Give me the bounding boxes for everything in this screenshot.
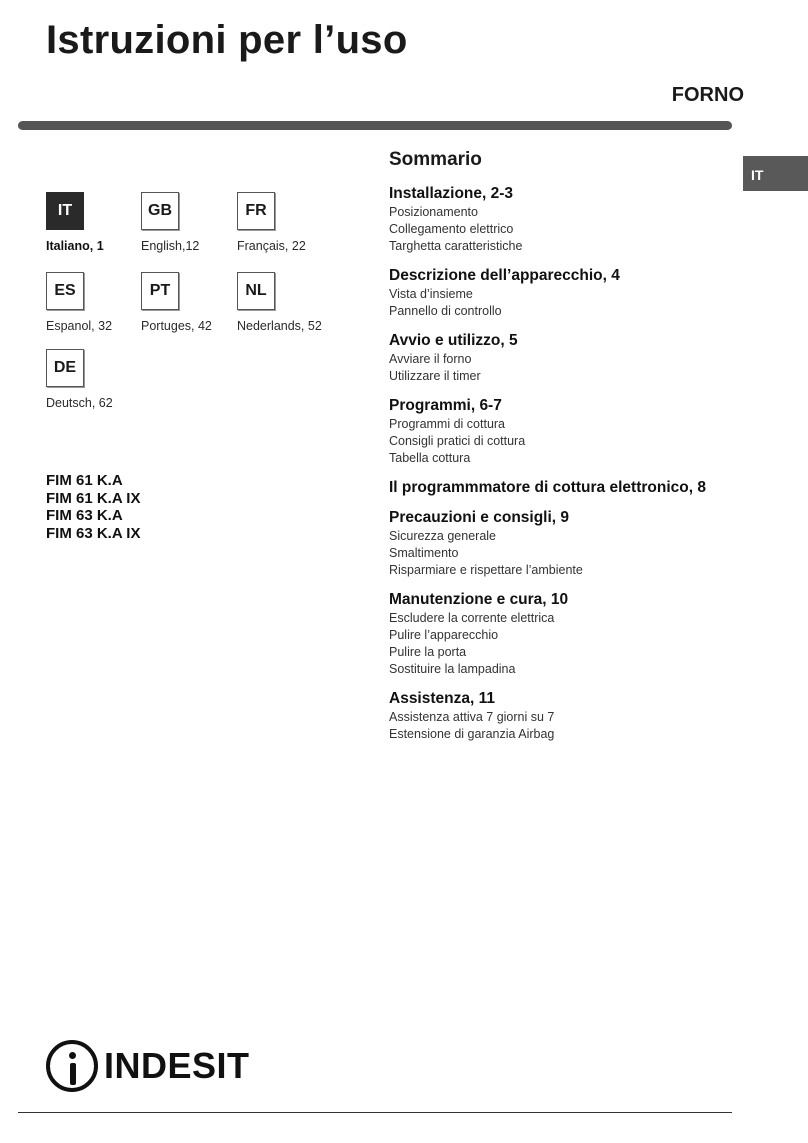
indesit-power-i-icon bbox=[46, 1040, 98, 1092]
product-type: FORNO bbox=[671, 84, 744, 106]
toc-section-heading[interactable]: Installazione, 2-3 bbox=[389, 185, 514, 202]
language-nl[interactable] bbox=[237, 272, 332, 333]
toc-section bbox=[389, 267, 729, 320]
toc-item[interactable]: Sostituire la lampadina bbox=[389, 662, 516, 676]
toc-section-heading[interactable]: Manutenzione e cura, 10 bbox=[389, 591, 569, 608]
table-of-contents bbox=[389, 149, 729, 755]
toc-section bbox=[389, 332, 729, 385]
model-name: FIM 63 K.A IX bbox=[46, 524, 141, 542]
toc-item[interactable]: Assistenza attiva 7 giorni su 7 bbox=[389, 710, 555, 724]
language-de[interactable] bbox=[46, 349, 141, 410]
toc-item[interactable]: Consigli pratici di cottura bbox=[389, 434, 526, 448]
toc-section bbox=[389, 479, 729, 497]
brand-name: INDESIT bbox=[104, 1045, 250, 1086]
toc-item[interactable]: Avviare il forno bbox=[389, 352, 472, 366]
language-it[interactable] bbox=[46, 192, 141, 253]
toc-section bbox=[389, 591, 729, 678]
toc-section-heading[interactable]: Precauzioni e consigli, 9 bbox=[389, 509, 570, 526]
language-code-box: PT bbox=[141, 272, 179, 310]
toc-item[interactable]: Pulire l’apparecchio bbox=[389, 628, 499, 642]
toc-item[interactable]: Pannello di controllo bbox=[389, 304, 502, 318]
toc-item[interactable]: Targhetta caratteristiche bbox=[389, 239, 523, 253]
language-label: Français, 22 bbox=[237, 239, 306, 253]
language-label: Espanol, 32 bbox=[46, 319, 113, 333]
toc-section-heading[interactable]: Programmi, 6-7 bbox=[389, 397, 502, 414]
language-tab: IT bbox=[743, 156, 808, 191]
language-code-box: DE bbox=[46, 349, 84, 387]
language-label: Italiano, 1 bbox=[46, 239, 104, 253]
language-code-box: ES bbox=[46, 272, 84, 310]
toc-item[interactable]: Tabella cottura bbox=[389, 451, 471, 465]
language-es[interactable] bbox=[46, 272, 141, 333]
language-label: Nederlands, 52 bbox=[237, 319, 322, 333]
toc-item[interactable]: Utilizzare il timer bbox=[389, 369, 481, 383]
language-pt[interactable] bbox=[141, 272, 236, 333]
toc-item[interactable]: Estensione di garanzia Airbag bbox=[389, 727, 555, 741]
toc-item[interactable]: Programmi di cottura bbox=[389, 417, 506, 431]
language-fr[interactable] bbox=[237, 192, 332, 253]
toc-item[interactable]: Risparmiare e rispettare l’ambiente bbox=[389, 563, 583, 577]
model-name: FIM 63 K.A bbox=[46, 507, 123, 524]
page-title: Istruzioni per l’uso bbox=[46, 18, 408, 62]
toc-section bbox=[389, 397, 729, 467]
toc-item[interactable]: Pulire la porta bbox=[389, 645, 467, 659]
toc-section-heading[interactable]: Assistenza, 11 bbox=[389, 690, 495, 707]
toc-section-heading[interactable]: Avvio e utilizzo, 5 bbox=[389, 332, 518, 349]
brand-logo bbox=[46, 1038, 250, 1094]
toc-title: Sommario bbox=[389, 149, 482, 170]
model-name: FIM 61 K.A IX bbox=[46, 489, 141, 507]
language-gb[interactable] bbox=[141, 192, 236, 253]
model-name: FIM 61 K.A bbox=[46, 472, 123, 489]
toc-item[interactable]: Sicurezza generale bbox=[389, 529, 497, 543]
language-label: Portuges, 42 bbox=[141, 319, 212, 333]
language-code-box: NL bbox=[237, 272, 275, 310]
footer-divider bbox=[18, 1112, 732, 1113]
toc-item[interactable]: Escludere la corrente elettrica bbox=[389, 611, 555, 625]
language-code-box: FR bbox=[237, 192, 275, 230]
toc-item[interactable]: Posizionamento bbox=[389, 205, 478, 219]
toc-section bbox=[389, 690, 729, 743]
toc-item[interactable]: Vista d’insieme bbox=[389, 287, 473, 301]
toc-section bbox=[389, 185, 729, 255]
toc-section-heading[interactable]: Il programmmatore di cottura elettronico, 8 bbox=[389, 479, 706, 496]
language-label: Deutsch, 62 bbox=[46, 396, 113, 410]
toc-item[interactable]: Collegamento elettrico bbox=[389, 222, 514, 236]
language-code-box: IT bbox=[46, 192, 84, 230]
toc-section bbox=[389, 509, 729, 579]
language-label: English,12 bbox=[141, 239, 200, 253]
model-list bbox=[46, 472, 140, 542]
toc-section-heading[interactable]: Descrizione dell’apparecchio, 4 bbox=[389, 267, 620, 284]
language-code-box: GB bbox=[141, 192, 179, 230]
header-divider bbox=[18, 121, 732, 130]
toc-item[interactable]: Smaltimento bbox=[389, 546, 459, 560]
